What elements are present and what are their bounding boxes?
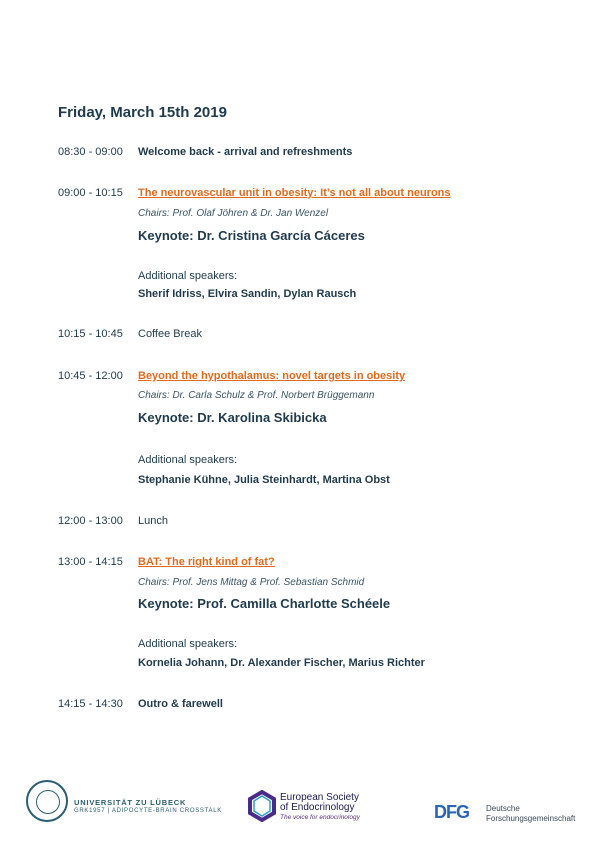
dfg-name-line2: Forschungsgemeinschaft bbox=[486, 814, 576, 823]
session3-time: 13:00 - 14:15 bbox=[58, 556, 123, 568]
session1-time: 09:00 - 10:15 bbox=[58, 187, 123, 199]
dfg-name-line1: Deutsche bbox=[486, 804, 520, 813]
dfg-mark: DFG bbox=[434, 802, 469, 822]
day-title: Friday, March 15th 2019 bbox=[58, 104, 227, 121]
session2-keynote: Keynote: Dr. Karolina Skibicka bbox=[138, 410, 327, 425]
session1-speakers: Sherif Idriss, Elvira Sandin, Dylan Rausch bbox=[138, 288, 357, 300]
session1-keynote: Keynote: Dr. Cristina García Cáceres bbox=[138, 228, 365, 243]
ese-tagline: The voice for endocrinology bbox=[280, 814, 360, 821]
session1-chairs: Chairs: Prof. Olaf Jöhren & Dr. Jan Wenzel bbox=[138, 208, 329, 219]
lunch-time: 12:00 - 13:00 bbox=[58, 515, 123, 527]
ese-hexagon-icon bbox=[248, 790, 276, 822]
ese-logo bbox=[248, 790, 378, 826]
farewell-title: Outro & farewell bbox=[138, 698, 223, 710]
uzl-logo bbox=[26, 780, 226, 828]
welcome-title: Welcome back - arrival and refreshments bbox=[138, 146, 353, 158]
session3-title[interactable]: BAT: The right kind of fat? bbox=[138, 556, 275, 568]
session2-additional-label: Additional speakers: bbox=[138, 454, 238, 466]
session3-speakers: Kornelia Johann, Dr. Alexander Fischer, Marius Richter bbox=[138, 657, 425, 669]
dfg-logo bbox=[434, 802, 584, 826]
lunch-title: Lunch bbox=[138, 515, 168, 527]
session3-keynote: Keynote: Prof. Camilla Charlotte Schéele bbox=[138, 596, 391, 611]
session2-time: 10:45 - 12:00 bbox=[58, 370, 123, 382]
uzl-subtitle: GRK1957 | ADIPOCYTE-BRAIN CROSSTALK bbox=[74, 808, 222, 814]
session3-chairs: Chairs: Prof. Jens Mittag & Prof. Sebastian Schmid bbox=[138, 577, 365, 588]
farewell-time: 14:15 - 14:30 bbox=[58, 698, 123, 710]
welcome-time: 08:30 - 09:00 bbox=[58, 146, 123, 158]
uzl-name: UNIVERSITÄT ZU LÜBECK bbox=[74, 798, 187, 807]
session1-title[interactable]: The neurovascular unit in obesity: It’s not all about neurons bbox=[138, 187, 451, 199]
session2-speakers: Stephanie Kühne, Julia Steinhardt, Martina Obst bbox=[138, 474, 390, 486]
session3-additional-label: Additional speakers: bbox=[138, 638, 238, 650]
ese-name-line1: European Society bbox=[280, 792, 359, 803]
session2-title[interactable]: Beyond the hypothalamus: novel targets in obesity bbox=[138, 370, 406, 382]
ese-name-line2: of Endocrinology bbox=[280, 802, 355, 813]
session2-chairs: Chairs: Dr. Carla Schulz & Prof. Norbert Brüggemann bbox=[138, 390, 375, 401]
session1-additional-label: Additional speakers: bbox=[138, 270, 238, 282]
coffee-time: 10:15 - 10:45 bbox=[58, 328, 123, 340]
university-seal-icon bbox=[26, 780, 68, 822]
coffee-title: Coffee Break bbox=[138, 328, 203, 340]
